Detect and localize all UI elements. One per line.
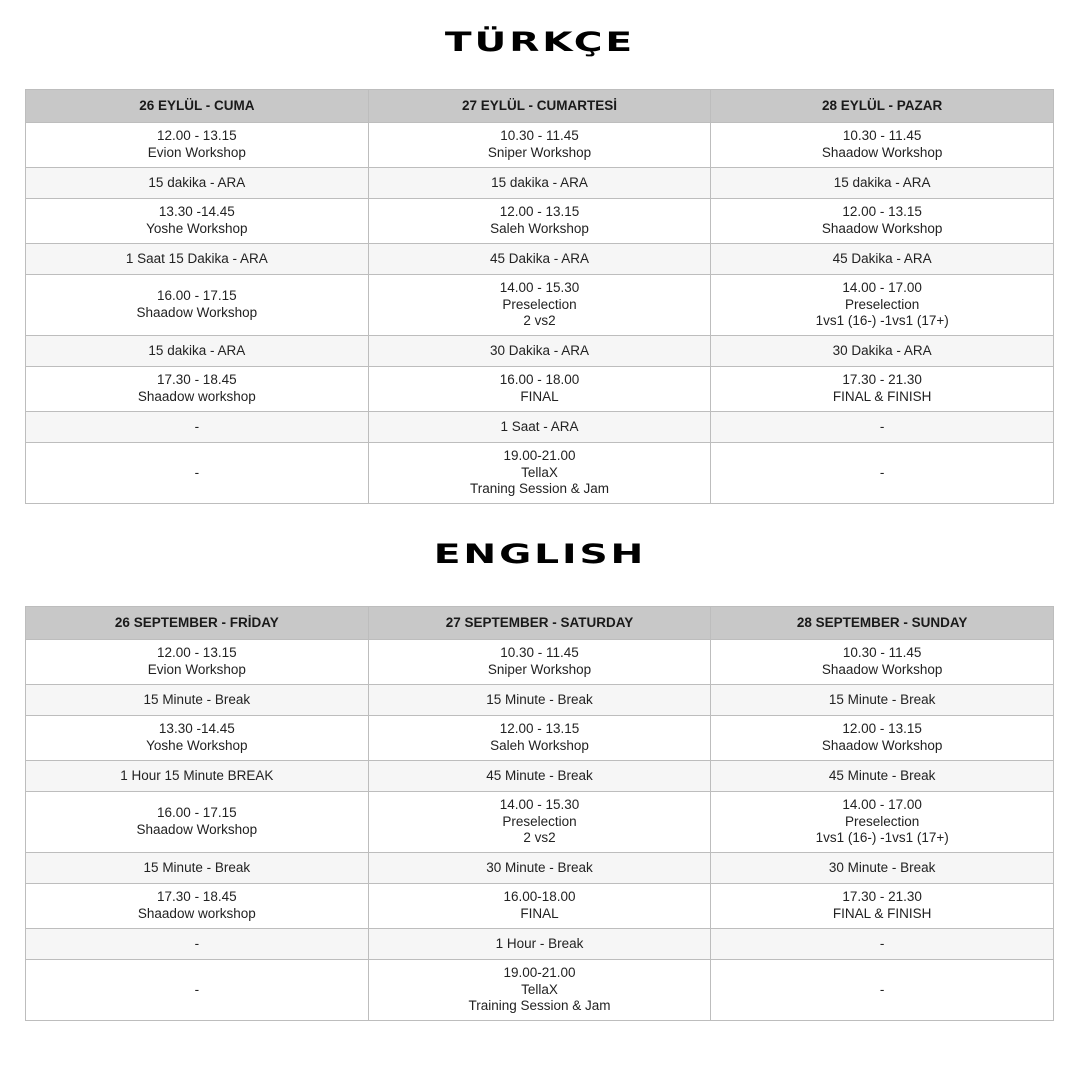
schedule-cell: [26, 412, 369, 443]
schedule-cell: [26, 929, 369, 960]
schedule-cell: [26, 761, 369, 792]
cell-detail: 2 vs2: [523, 313, 556, 329]
schedule-cell: [368, 761, 711, 792]
cell-time: 1 Hour 15 Minute BREAK: [120, 767, 274, 783]
schedule-cell: [368, 443, 711, 504]
cell-time: -: [879, 935, 885, 951]
cell-detail: Sniper Workshop: [487, 145, 592, 160]
schedule-cell: [368, 960, 711, 1021]
cell-time: 30 Minute - Break: [828, 859, 936, 875]
cell-time: 17.30 - 21.30: [842, 372, 922, 388]
day-header-1: 26 SEPTEMBER - FRİDAY: [26, 607, 369, 640]
cell-detail: Traning Session & Jam: [469, 481, 610, 497]
schedule-cell: [711, 716, 1054, 761]
table-row: [26, 792, 1054, 853]
cell-detail: Training Session & Jam: [468, 998, 611, 1014]
schedule-cell: [26, 960, 369, 1021]
schedule-cell: [26, 716, 369, 761]
schedule-cell: [368, 123, 711, 168]
table-header-row: [26, 90, 1054, 123]
schedule-cell: [368, 884, 711, 929]
cell-detail: Sniper Workshop: [487, 662, 592, 677]
cell-time: 45 Minute - Break: [828, 767, 936, 783]
schedule-cell: [711, 199, 1054, 244]
cell-detail: TellaX: [521, 464, 558, 480]
cell-detail: Shaadow Workshop: [821, 662, 943, 677]
schedule-cell: [368, 792, 711, 853]
cell-time: 10.30 - 11.45: [842, 128, 922, 144]
cell-detail: FINAL: [520, 389, 559, 404]
schedule-cell: [26, 336, 369, 367]
table-row: [26, 929, 1054, 960]
schedule-cell: [711, 336, 1054, 367]
cell-time: 15 Minute - Break: [143, 691, 251, 707]
table-header-row: [26, 607, 1054, 640]
cell-detail: Shaadow Workshop: [821, 145, 943, 160]
cell-time: -: [879, 981, 885, 997]
table-row: [26, 275, 1054, 336]
schedule-cell: [711, 168, 1054, 199]
cell-time: 19.00-21.00: [503, 447, 576, 463]
schedule-cell: [711, 244, 1054, 275]
cell-detail: Shaadow workshop: [137, 906, 256, 921]
cell-time: 12.00 - 13.15: [157, 645, 237, 661]
cell-time: 45 Dakika - ARA: [489, 250, 589, 266]
cell-time: 10.30 - 11.45: [500, 128, 579, 144]
schedule-cell: [26, 275, 369, 336]
cell-time: 15 Minute - Break: [486, 691, 593, 707]
cell-detail: Yoshe Workshop: [146, 221, 248, 236]
schedule-cell: [26, 443, 369, 504]
cell-time: 13.30 -14.45: [158, 204, 235, 220]
cell-time: 14.00 - 15.30: [499, 279, 580, 295]
cell-detail: Preselection: [502, 296, 577, 312]
table-row: [26, 443, 1054, 504]
schedule-cell: [26, 244, 369, 275]
schedule-cell: [26, 640, 369, 685]
cell-detail: FINAL: [520, 906, 559, 921]
schedule-cell: [26, 884, 369, 929]
table-row: [26, 960, 1054, 1021]
cell-time: 16.00 - 17.15: [157, 288, 237, 304]
schedule-cell: [711, 367, 1054, 412]
schedule-cell: [368, 244, 711, 275]
cell-time: 1 Hour - Break: [495, 935, 584, 951]
schedule-cell: [368, 168, 711, 199]
table-row: [26, 685, 1054, 716]
cell-time: 17.30 - 18.45: [157, 889, 237, 905]
schedule-cell: [711, 412, 1054, 443]
english-section-title: ENGLISH: [433, 539, 647, 570]
table-row: [26, 412, 1054, 443]
cell-time: 12.00 - 13.15: [842, 721, 922, 737]
cell-detail: Preselection: [502, 813, 577, 829]
day-header-2: 27 SEPTEMBER - SATURDAY: [368, 607, 711, 640]
cell-detail: Preselection: [845, 813, 920, 829]
table-row: [26, 168, 1054, 199]
schedule-cell: [368, 853, 711, 884]
cell-time: 30 Minute - Break: [486, 859, 593, 875]
cell-time: 13.30 -14.45: [158, 721, 235, 737]
schedule-cell: [26, 685, 369, 716]
schedule-cell: [368, 412, 711, 443]
cell-time: 16.00-18.00: [503, 889, 576, 905]
cell-time: 15 dakika - ARA: [833, 174, 931, 190]
cell-time: 12.00 - 13.15: [157, 128, 237, 144]
schedule-cell: [711, 443, 1054, 504]
schedule-cell: [711, 853, 1054, 884]
cell-detail: Saleh Workshop: [490, 738, 589, 753]
schedule-cell: [26, 199, 369, 244]
turkish-section-title: TÜRKÇE: [444, 27, 636, 58]
table-row: [26, 123, 1054, 168]
table-row: [26, 640, 1054, 685]
day-header-3: 28 SEPTEMBER - SUNDAY: [711, 607, 1054, 640]
cell-time: 14.00 - 15.30: [499, 796, 580, 812]
table-row: [26, 367, 1054, 412]
schedule-cell: [711, 792, 1054, 853]
cell-detail: Yoshe Workshop: [146, 738, 248, 753]
cell-detail: Evion Workshop: [147, 662, 246, 677]
cell-detail: Saleh Workshop: [490, 221, 589, 236]
schedule-cell: [368, 275, 711, 336]
cell-time: 12.00 - 13.15: [842, 204, 922, 220]
table-row: [26, 716, 1054, 761]
cell-detail: FINAL & FINISH: [832, 389, 932, 404]
schedule-cell: [711, 929, 1054, 960]
cell-time: 10.30 - 11.45: [842, 645, 922, 661]
schedule-cell: [711, 761, 1054, 792]
cell-detail: FINAL & FINISH: [832, 906, 932, 921]
cell-detail: 1vs1 (16-) -1vs1 (17+): [815, 830, 949, 846]
cell-time: 1 Saat - ARA: [500, 418, 579, 434]
cell-time: 1 Saat 15 Dakika - ARA: [125, 250, 268, 266]
schedule-cell: [368, 685, 711, 716]
schedule-cell: [711, 275, 1054, 336]
schedule-cell: [368, 716, 711, 761]
table-row: [26, 336, 1054, 367]
cell-detail: Shaadow Workshop: [821, 738, 943, 753]
table-row: [26, 853, 1054, 884]
cell-time: -: [194, 981, 200, 997]
schedule-cell: [711, 884, 1054, 929]
cell-time: 45 Minute - Break: [486, 767, 593, 783]
cell-detail: 1vs1 (16-) -1vs1 (17+): [815, 313, 949, 329]
schedule-cell: [26, 367, 369, 412]
schedule-cell: [711, 685, 1054, 716]
schedule-cell: [26, 853, 369, 884]
cell-time: 10.30 - 11.45: [500, 645, 579, 661]
cell-time: 12.00 - 13.15: [499, 204, 580, 220]
cell-time: 15 dakika - ARA: [148, 342, 246, 358]
cell-time: -: [194, 935, 200, 951]
table-row: [26, 199, 1054, 244]
cell-detail: Shaadow Workshop: [821, 221, 943, 236]
day-header-1: 26 EYLÜL - CUMA: [26, 90, 369, 123]
cell-time: 14.00 - 17.00: [842, 279, 922, 295]
cell-detail: Preselection: [845, 296, 920, 312]
cell-time: -: [194, 464, 200, 480]
cell-time: -: [879, 464, 885, 480]
schedule-cell: [368, 640, 711, 685]
table-row: [26, 244, 1054, 275]
turkish-schedule-table: [25, 89, 1054, 504]
schedule-cell: [368, 336, 711, 367]
table-row: [26, 761, 1054, 792]
cell-time: 15 Minute - Break: [143, 859, 251, 875]
schedule-cell: [711, 123, 1054, 168]
cell-time: 15 dakika - ARA: [491, 174, 588, 190]
cell-time: 15 Minute - Break: [828, 691, 936, 707]
schedule-cell: [368, 367, 711, 412]
schedule-cell: [711, 640, 1054, 685]
cell-detail: Shaadow Workshop: [136, 305, 258, 320]
cell-detail: Evion Workshop: [147, 145, 246, 160]
schedule-cell: [711, 960, 1054, 1021]
cell-time: -: [194, 418, 200, 434]
cell-time: 30 Dakika - ARA: [489, 342, 589, 358]
day-header-2: 27 EYLÜL - CUMARTESİ: [368, 90, 711, 123]
schedule-cell: [26, 168, 369, 199]
cell-detail: Shaadow workshop: [137, 389, 256, 404]
schedule-cell: [26, 123, 369, 168]
schedule-cell: [368, 199, 711, 244]
cell-time: 16.00 - 17.15: [157, 805, 237, 821]
cell-time: 45 Dakika - ARA: [832, 250, 932, 266]
schedule-cell: [26, 792, 369, 853]
cell-detail: Shaadow Workshop: [136, 822, 258, 837]
cell-time: 30 Dakika - ARA: [832, 342, 932, 358]
cell-detail: 2 vs2: [523, 830, 556, 846]
cell-time: -: [879, 418, 885, 434]
cell-time: 14.00 - 17.00: [842, 796, 922, 812]
cell-time: 17.30 - 18.45: [157, 372, 237, 388]
table-row: [26, 884, 1054, 929]
cell-time: 15 dakika - ARA: [148, 174, 246, 190]
day-header-3: 28 EYLÜL - PAZAR: [711, 90, 1054, 123]
cell-time: 17.30 - 21.30: [842, 889, 922, 905]
cell-detail: TellaX: [521, 981, 558, 997]
cell-time: 19.00-21.00: [503, 964, 576, 980]
cell-time: 12.00 - 13.15: [499, 721, 580, 737]
english-schedule-table: [25, 606, 1054, 1021]
cell-time: 16.00 - 18.00: [499, 372, 580, 388]
schedule-cell: [368, 929, 711, 960]
